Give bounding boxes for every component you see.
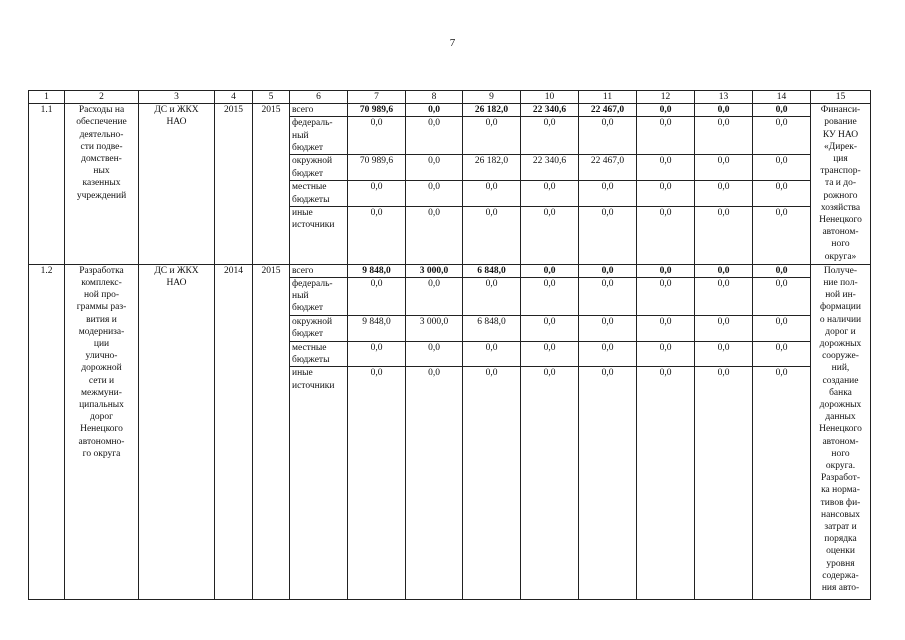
expected-result-line: автоном- (822, 227, 859, 238)
measure-name-line: ции (93, 339, 110, 350)
amount-cell: 0,0 (695, 316, 753, 342)
amount-cell: 0,0 (695, 367, 753, 600)
amount-cell: 0,0 (348, 367, 406, 600)
measure-name-line: деятельно- (79, 129, 124, 140)
amount-cell: 0,0 (753, 342, 811, 367)
amount-cell: 3 000,0 (406, 264, 463, 277)
start-year: 2015 (215, 104, 253, 265)
funding-source-line: ный (292, 130, 309, 141)
expected-result-line: Финанси- (820, 105, 861, 116)
amount-cell: 0,0 (753, 104, 811, 117)
amount-cell: 0,0 (406, 206, 463, 264)
expected-result-line: оценки (826, 546, 855, 557)
amount-cell: 0,0 (579, 117, 637, 155)
expected-result-line: создание (822, 375, 859, 386)
amount-cell: 0,0 (406, 342, 463, 367)
amount-cell: 0,0 (463, 342, 521, 367)
funding-source (290, 316, 348, 342)
measure-name-line: дорожной (81, 363, 122, 374)
funding-source-line: федераль- (292, 118, 333, 129)
header-cell: 12 (637, 91, 695, 104)
funding-source-line: бюджеты (292, 355, 330, 366)
amount-cell: 0,0 (695, 264, 753, 277)
header-cell: 11 (579, 91, 637, 104)
expected-result-line: дорожных (819, 400, 862, 411)
expected-result-line: транспор- (820, 166, 861, 177)
funding-source-line: бюджет (292, 329, 324, 340)
expected-result-line: ния авто- (821, 583, 860, 594)
expected-result-line: данных (825, 412, 856, 423)
expected-result-line: ний, (831, 363, 850, 374)
amount-cell: 0,0 (406, 278, 463, 316)
amount-cell: 0,0 (348, 206, 406, 264)
expected-result (811, 264, 871, 600)
expected-result-line: уровня (826, 558, 855, 569)
amount-cell: 0,0 (753, 155, 811, 181)
funding-source-line: окружной (292, 156, 333, 167)
funding-source-line: источники (292, 380, 335, 391)
amount-cell: 22 467,0 (579, 155, 637, 181)
amount-cell: 0,0 (579, 367, 637, 600)
amount-cell: 0,0 (637, 155, 695, 181)
measure-name-line: ципальных (79, 400, 124, 411)
funding-source-line: всего (292, 265, 314, 276)
amount-cell: 70 989,6 (348, 155, 406, 181)
expected-result-line: ние пол- (823, 278, 858, 289)
header-cell: 8 (406, 91, 463, 104)
end-year: 2015 (253, 264, 290, 600)
amount-cell: 0,0 (753, 206, 811, 264)
table-row (29, 104, 871, 117)
amount-cell: 0,0 (637, 342, 695, 367)
amount-cell: 0,0 (695, 104, 753, 117)
header-cell: 1 (29, 91, 65, 104)
expected-result-line: автоном- (822, 436, 859, 447)
amount-cell: 0,0 (521, 206, 579, 264)
header-cell: 5 (253, 91, 290, 104)
measure-name-line: обеспечение (76, 117, 127, 128)
amount-cell: 0,0 (463, 278, 521, 316)
table-row (29, 264, 871, 277)
executor-line: НАО (166, 117, 187, 128)
amount-cell: 0,0 (463, 206, 521, 264)
funding-source-line: иные (292, 368, 313, 379)
expected-result-line: ной ин- (825, 290, 856, 301)
amount-cell: 0,0 (521, 278, 579, 316)
measure-name-line: граммы раз- (76, 302, 127, 313)
expected-result-line: формации (820, 302, 861, 313)
measure-name-line: Ненецкого (80, 424, 123, 435)
amount-cell: 0,0 (348, 181, 406, 206)
expected-result-line: дорожных (819, 339, 862, 350)
measure-name-line: сети и (88, 375, 115, 386)
amount-cell: 0,0 (637, 264, 695, 277)
expected-result-line: хозяйства (820, 202, 861, 213)
amount-cell: 0,0 (406, 181, 463, 206)
header-cell: 4 (215, 91, 253, 104)
amount-cell: 0,0 (695, 206, 753, 264)
funding-source-line: бюджет (292, 168, 324, 179)
expected-result-line: округа» (824, 251, 857, 262)
amount-cell: 0,0 (753, 278, 811, 316)
amount-cell: 0,0 (521, 117, 579, 155)
expected-result-line: содержа- (822, 570, 859, 581)
expected-result-line: тивов фи- (820, 497, 861, 508)
amount-cell: 22 340,6 (521, 155, 579, 181)
measure-name-line: улично- (85, 351, 118, 362)
expected-result-line: Получе- (823, 265, 858, 276)
measure-name-line: го округа (82, 448, 121, 459)
expected-result-line: ного (831, 239, 850, 250)
funding-source-line: бюджет (292, 303, 324, 314)
amount-cell: 0,0 (695, 155, 753, 181)
funding-source (290, 367, 348, 600)
amount-cell: 0,0 (695, 181, 753, 206)
measure-name-line: автономно- (78, 436, 125, 447)
expected-result-line: ка норма- (821, 485, 860, 496)
funding-source-line: федераль- (292, 279, 333, 290)
amount-cell: 0,0 (521, 264, 579, 277)
amount-cell: 0,0 (463, 181, 521, 206)
funding-source-line: окружной (292, 317, 333, 328)
amount-cell: 6 848,0 (463, 264, 521, 277)
amount-cell: 6 848,0 (463, 316, 521, 342)
funding-source (290, 104, 348, 117)
funding-source-line: местные (292, 343, 327, 354)
measure-name-line: ных (93, 166, 110, 177)
executor-line: ДС и ЖКХ (154, 105, 199, 116)
amount-cell: 0,0 (579, 264, 637, 277)
funding-source-line: ный (292, 291, 309, 302)
executor (139, 264, 215, 600)
amount-cell: 0,0 (521, 367, 579, 600)
measure-name-line: Разработка (79, 265, 124, 276)
expected-result-line: рование (824, 117, 857, 128)
funding-source (290, 206, 348, 264)
row-number: 1.2 (29, 264, 65, 600)
measure-name-line: комплекс- (81, 278, 122, 289)
amount-cell: 0,0 (637, 367, 695, 600)
amount-cell: 0,0 (579, 181, 637, 206)
funding-source (290, 155, 348, 181)
measure-name (65, 264, 139, 600)
header-cell: 6 (290, 91, 348, 104)
end-year: 2015 (253, 104, 290, 265)
amount-cell: 0,0 (348, 342, 406, 367)
amount-cell: 0,0 (579, 316, 637, 342)
measure-name-line: ной про- (83, 290, 120, 301)
amount-cell: 0,0 (406, 155, 463, 181)
funding-source-line: бюджеты (292, 194, 330, 205)
amount-cell: 0,0 (521, 316, 579, 342)
amount-cell: 0,0 (579, 278, 637, 316)
start-year: 2014 (215, 264, 253, 600)
measure-name-line: межмуни- (81, 387, 122, 398)
amount-cell: 0,0 (463, 117, 521, 155)
amount-cell: 0,0 (753, 264, 811, 277)
expected-result-line: сооруже- (822, 351, 859, 362)
amount-cell: 0,0 (695, 117, 753, 155)
expected-result-line: ция (833, 154, 848, 165)
measure-name-line: сти подве- (80, 141, 123, 152)
amount-cell: 0,0 (637, 316, 695, 342)
funding-source-line: бюджет (292, 142, 324, 153)
funding-source-line: местные (292, 182, 327, 193)
funding-source (290, 181, 348, 206)
expected-result-line: Ненецкого (819, 215, 862, 226)
amount-cell: 0,0 (521, 342, 579, 367)
amount-cell: 26 182,0 (463, 104, 521, 117)
funding-source (290, 117, 348, 155)
expected-result-line: порядка (824, 534, 857, 545)
expected-result-line: нансовых (821, 509, 860, 520)
measure-name-line: Расходы на (78, 105, 125, 116)
program-table (28, 90, 871, 600)
expected-result-line: банка (829, 387, 852, 398)
header-cell: 9 (463, 91, 521, 104)
amount-cell: 0,0 (521, 181, 579, 206)
amount-cell: 26 182,0 (463, 155, 521, 181)
amount-cell: 0,0 (463, 367, 521, 600)
amount-cell: 0,0 (695, 278, 753, 316)
expected-result-line: дорог и (825, 326, 856, 337)
amount-cell: 0,0 (579, 206, 637, 264)
amount-cell: 0,0 (406, 367, 463, 600)
measure-name-line: казенных (82, 178, 121, 189)
header-row (29, 91, 871, 104)
funding-source (290, 264, 348, 277)
measure-name-line: дорог (90, 412, 113, 423)
amount-cell: 0,0 (637, 206, 695, 264)
amount-cell: 3 000,0 (406, 316, 463, 342)
header-cell: 3 (139, 91, 215, 104)
funding-source (290, 278, 348, 316)
amount-cell: 22 467,0 (579, 104, 637, 117)
header-cell: 7 (348, 91, 406, 104)
executor-line: НАО (166, 278, 187, 289)
page-number: 7 (449, 37, 456, 49)
amount-cell: 0,0 (348, 117, 406, 155)
expected-result-line: Разработ- (821, 473, 860, 484)
executor (139, 104, 215, 265)
header-cell: 14 (753, 91, 811, 104)
measure-name-line: учреждений (76, 190, 127, 201)
amount-cell: 0,0 (637, 104, 695, 117)
amount-cell: 0,0 (637, 181, 695, 206)
amount-cell: 22 340,6 (521, 104, 579, 117)
expected-result-line: рожного (823, 190, 858, 201)
expected-result-line: затрат и (824, 522, 857, 533)
amount-cell: 0,0 (579, 342, 637, 367)
amount-cell: 0,0 (753, 367, 811, 600)
amount-cell: 0,0 (753, 316, 811, 342)
executor-line: ДС и ЖКХ (154, 265, 199, 276)
header-cell: 2 (65, 91, 139, 104)
expected-result-line: ного (831, 448, 850, 459)
measure-name (65, 104, 139, 265)
expected-result-line: о наличии (819, 314, 862, 325)
funding-source-line: всего (292, 105, 314, 116)
measure-name-line: вития и (86, 314, 117, 325)
amount-cell: 0,0 (348, 278, 406, 316)
funding-source (290, 342, 348, 367)
funding-source-line: иные (292, 207, 313, 218)
measure-name-line: домствен- (81, 154, 122, 165)
amount-cell: 0,0 (695, 342, 753, 367)
expected-result-line: та и до- (824, 178, 857, 189)
amount-cell: 0,0 (753, 181, 811, 206)
amount-cell: 0,0 (406, 117, 463, 155)
amount-cell: 0,0 (637, 117, 695, 155)
header-cell: 15 (811, 91, 871, 104)
expected-result-line: округа. (825, 461, 856, 472)
amount-cell: 70 989,6 (348, 104, 406, 117)
expected-result-line: КУ НАО (822, 129, 859, 140)
header-cell: 10 (521, 91, 579, 104)
amount-cell: 0,0 (406, 104, 463, 117)
amount-cell: 9 848,0 (348, 316, 406, 342)
amount-cell: 0,0 (753, 117, 811, 155)
expected-result (811, 104, 871, 265)
row-number: 1.1 (29, 104, 65, 265)
measure-name-line: модерниза- (78, 326, 125, 337)
expected-result-line: Ненецкого (819, 424, 862, 435)
expected-result-line: «Дирек- (823, 141, 858, 152)
amount-cell: 0,0 (637, 278, 695, 316)
funding-source-line: источники (292, 220, 335, 231)
header-cell: 13 (695, 91, 753, 104)
amount-cell: 9 848,0 (348, 264, 406, 277)
